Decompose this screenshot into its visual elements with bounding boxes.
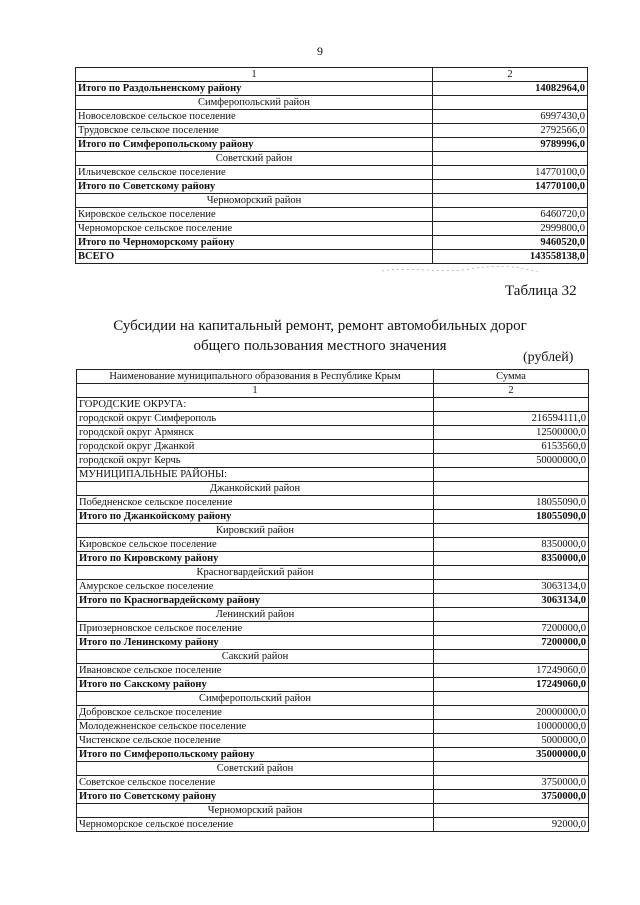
row-amount bbox=[434, 566, 589, 580]
row-amount bbox=[434, 608, 589, 622]
row-name: Симферопольский район bbox=[76, 96, 433, 110]
row-amount bbox=[433, 152, 588, 166]
row-name: городской округ Джанкой bbox=[77, 440, 434, 454]
table-row bbox=[77, 496, 589, 510]
row-amount bbox=[434, 650, 589, 664]
table-title-line-2: общего пользования местного значения bbox=[193, 338, 447, 354]
table-row bbox=[77, 622, 589, 636]
row-name: городской округ Керчь bbox=[77, 454, 434, 468]
row-name: Приозерновское сельское поселение bbox=[77, 622, 434, 636]
table-row bbox=[77, 776, 589, 790]
row-amount: 9460520,0 bbox=[433, 236, 588, 250]
row-name: ГОРОДСКИЕ ОКРУГА: bbox=[77, 398, 434, 412]
row-amount: 92000,0 bbox=[434, 818, 589, 832]
district-header-row bbox=[77, 650, 589, 664]
table-row bbox=[76, 110, 588, 124]
row-name: Кировский район bbox=[77, 524, 434, 538]
row-name: Добровское сельское поселение bbox=[77, 706, 434, 720]
district-header-row bbox=[77, 608, 589, 622]
row-name: Ивановское сельское поселение bbox=[77, 664, 434, 678]
table-row bbox=[77, 440, 589, 454]
row-name: Амурское сельское поселение bbox=[77, 580, 434, 594]
district-header-row bbox=[77, 804, 589, 818]
row-amount: 12500000,0 bbox=[434, 426, 589, 440]
row-amount: 14082964,0 bbox=[433, 82, 588, 96]
row-amount: 6997430,0 bbox=[433, 110, 588, 124]
district-header-row bbox=[77, 762, 589, 776]
row-amount: 17249060,0 bbox=[434, 678, 589, 692]
row-amount: 8350000,0 bbox=[434, 538, 589, 552]
section-header-row bbox=[77, 398, 589, 412]
district-header-row bbox=[76, 194, 588, 208]
row-amount: 14770100,0 bbox=[433, 180, 588, 194]
row-amount bbox=[434, 482, 589, 496]
table-row bbox=[77, 538, 589, 552]
row-name: Итого по Симферопольскому району bbox=[77, 748, 434, 762]
row-amount: 3750000,0 bbox=[434, 790, 589, 804]
row-amount: 18055090,0 bbox=[434, 496, 589, 510]
column-header-row bbox=[77, 370, 589, 384]
district-header-row bbox=[77, 482, 589, 496]
total-row bbox=[77, 636, 589, 650]
row-amount: 2999800,0 bbox=[433, 222, 588, 236]
total-row bbox=[77, 552, 589, 566]
total-row bbox=[76, 82, 588, 96]
table-row bbox=[76, 208, 588, 222]
row-amount: 50000000,0 bbox=[434, 454, 589, 468]
subsidies-table-body bbox=[77, 370, 589, 832]
row-name: Трудовское сельское поселение bbox=[76, 124, 433, 138]
table-row bbox=[77, 720, 589, 734]
row-name: Итого по Советскому району bbox=[76, 180, 433, 194]
row-name: Итого по Черноморскому району bbox=[76, 236, 433, 250]
row-amount: 7200000,0 bbox=[434, 636, 589, 650]
row-amount: 9789996,0 bbox=[433, 138, 588, 152]
row-name: Итого по Сакскому району bbox=[77, 678, 434, 692]
row-name: Молодежненское сельское поселение bbox=[77, 720, 434, 734]
row-amount bbox=[433, 96, 588, 110]
table-row bbox=[77, 412, 589, 426]
district-header-row bbox=[76, 96, 588, 110]
district-header-row bbox=[77, 566, 589, 580]
column-number-1: 1 bbox=[77, 384, 434, 398]
row-amount: 6460720,0 bbox=[433, 208, 588, 222]
total-row bbox=[77, 510, 589, 524]
row-name: ВСЕГО bbox=[76, 250, 433, 264]
row-amount: 7200000,0 bbox=[434, 622, 589, 636]
continued-table-body bbox=[76, 68, 588, 264]
row-name: Чистенское сельское поселение bbox=[77, 734, 434, 748]
row-name: Советский район bbox=[76, 152, 433, 166]
table-row bbox=[76, 166, 588, 180]
table-row bbox=[77, 454, 589, 468]
row-name: МУНИЦИПАЛЬНЫЕ РАЙОНЫ: bbox=[77, 468, 434, 482]
row-name: Кировское сельское поселение bbox=[77, 538, 434, 552]
row-name: Советское сельское поселение bbox=[77, 776, 434, 790]
continued-table bbox=[75, 67, 588, 264]
row-amount: 6153560,0 bbox=[434, 440, 589, 454]
row-amount: 3063134,0 bbox=[434, 594, 589, 608]
table-row bbox=[77, 818, 589, 832]
row-name: городской округ Симферополь bbox=[77, 412, 434, 426]
table-row bbox=[77, 706, 589, 720]
table-row bbox=[77, 734, 589, 748]
unit-label: (рублей) bbox=[523, 350, 574, 365]
row-amount bbox=[434, 468, 589, 482]
row-amount: 18055090,0 bbox=[434, 510, 589, 524]
row-name: Черноморское сельское поселение bbox=[77, 818, 434, 832]
page-number: 9 bbox=[317, 44, 323, 58]
section-header-row bbox=[77, 468, 589, 482]
column-number-2: 2 bbox=[433, 68, 588, 82]
total-row bbox=[77, 790, 589, 804]
row-amount: 35000000,0 bbox=[434, 748, 589, 762]
row-amount: 17249060,0 bbox=[434, 664, 589, 678]
row-name: Сакский район bbox=[77, 650, 434, 664]
total-row bbox=[76, 138, 588, 152]
table-row bbox=[77, 664, 589, 678]
row-name: Черноморское сельское поселение bbox=[76, 222, 433, 236]
table-title-line-1: Субсидии на капитальный ремонт, ремонт автомобильных дорог bbox=[113, 318, 527, 334]
row-name: Ильичевское сельское поселение bbox=[76, 166, 433, 180]
row-amount: 3063134,0 bbox=[434, 580, 589, 594]
row-name: Итого по Советскому району bbox=[77, 790, 434, 804]
row-name: Джанкойский район bbox=[77, 482, 434, 496]
row-amount: 216594111,0 bbox=[434, 412, 589, 426]
row-amount bbox=[434, 692, 589, 706]
column-number-row bbox=[77, 384, 589, 398]
row-name: Кировское сельское поселение bbox=[76, 208, 433, 222]
row-amount: 8350000,0 bbox=[434, 552, 589, 566]
row-amount: 20000000,0 bbox=[434, 706, 589, 720]
table-row bbox=[76, 222, 588, 236]
column-header-name: Наименование муниципального образования в Республике Крым bbox=[77, 370, 434, 384]
total-row bbox=[76, 236, 588, 250]
row-name: Советский район bbox=[77, 762, 434, 776]
column-number-1: 1 bbox=[76, 68, 433, 82]
row-name: Победненское сельское поселение bbox=[77, 496, 434, 510]
column-number-row bbox=[76, 68, 588, 82]
row-amount: 143558138,0 bbox=[433, 250, 588, 264]
district-header-row bbox=[77, 524, 589, 538]
row-amount: 3750000,0 bbox=[434, 776, 589, 790]
row-name: Итого по Джанкойскому району bbox=[77, 510, 434, 524]
table-row bbox=[76, 124, 588, 138]
row-amount: 2792566,0 bbox=[433, 124, 588, 138]
scan-artifact bbox=[380, 262, 540, 276]
row-name: Черноморский район bbox=[77, 804, 434, 818]
row-amount bbox=[434, 524, 589, 538]
table-label: Таблица 32 bbox=[505, 283, 577, 299]
column-header-sum: Сумма bbox=[434, 370, 589, 384]
total-row bbox=[77, 678, 589, 692]
row-name: городской округ Армянск bbox=[77, 426, 434, 440]
row-amount: 10000000,0 bbox=[434, 720, 589, 734]
row-amount bbox=[434, 804, 589, 818]
total-row bbox=[77, 748, 589, 762]
row-name: Итого по Ленинскому району bbox=[77, 636, 434, 650]
total-row bbox=[77, 594, 589, 608]
row-name: Черноморский район bbox=[76, 194, 433, 208]
row-name: Итого по Кировскому району bbox=[77, 552, 434, 566]
row-name: Итого по Раздольненскому району bbox=[76, 82, 433, 96]
row-name: Симферопольский район bbox=[77, 692, 434, 706]
row-amount bbox=[434, 762, 589, 776]
row-name: Итого по Симферопольскому району bbox=[76, 138, 433, 152]
column-number-2: 2 bbox=[434, 384, 589, 398]
table-row bbox=[77, 580, 589, 594]
row-amount bbox=[434, 398, 589, 412]
row-name: Красногвардейский район bbox=[77, 566, 434, 580]
row-amount: 5000000,0 bbox=[434, 734, 589, 748]
table-row bbox=[77, 426, 589, 440]
row-name: Итого по Красногвардейскому району bbox=[77, 594, 434, 608]
subsidies-table bbox=[76, 369, 589, 832]
row-amount bbox=[433, 194, 588, 208]
total-row bbox=[76, 180, 588, 194]
district-header-row bbox=[76, 152, 588, 166]
row-name: Новоселовское сельское поселение bbox=[76, 110, 433, 124]
row-amount: 14770100,0 bbox=[433, 166, 588, 180]
district-header-row bbox=[77, 692, 589, 706]
row-name: Ленинский район bbox=[77, 608, 434, 622]
